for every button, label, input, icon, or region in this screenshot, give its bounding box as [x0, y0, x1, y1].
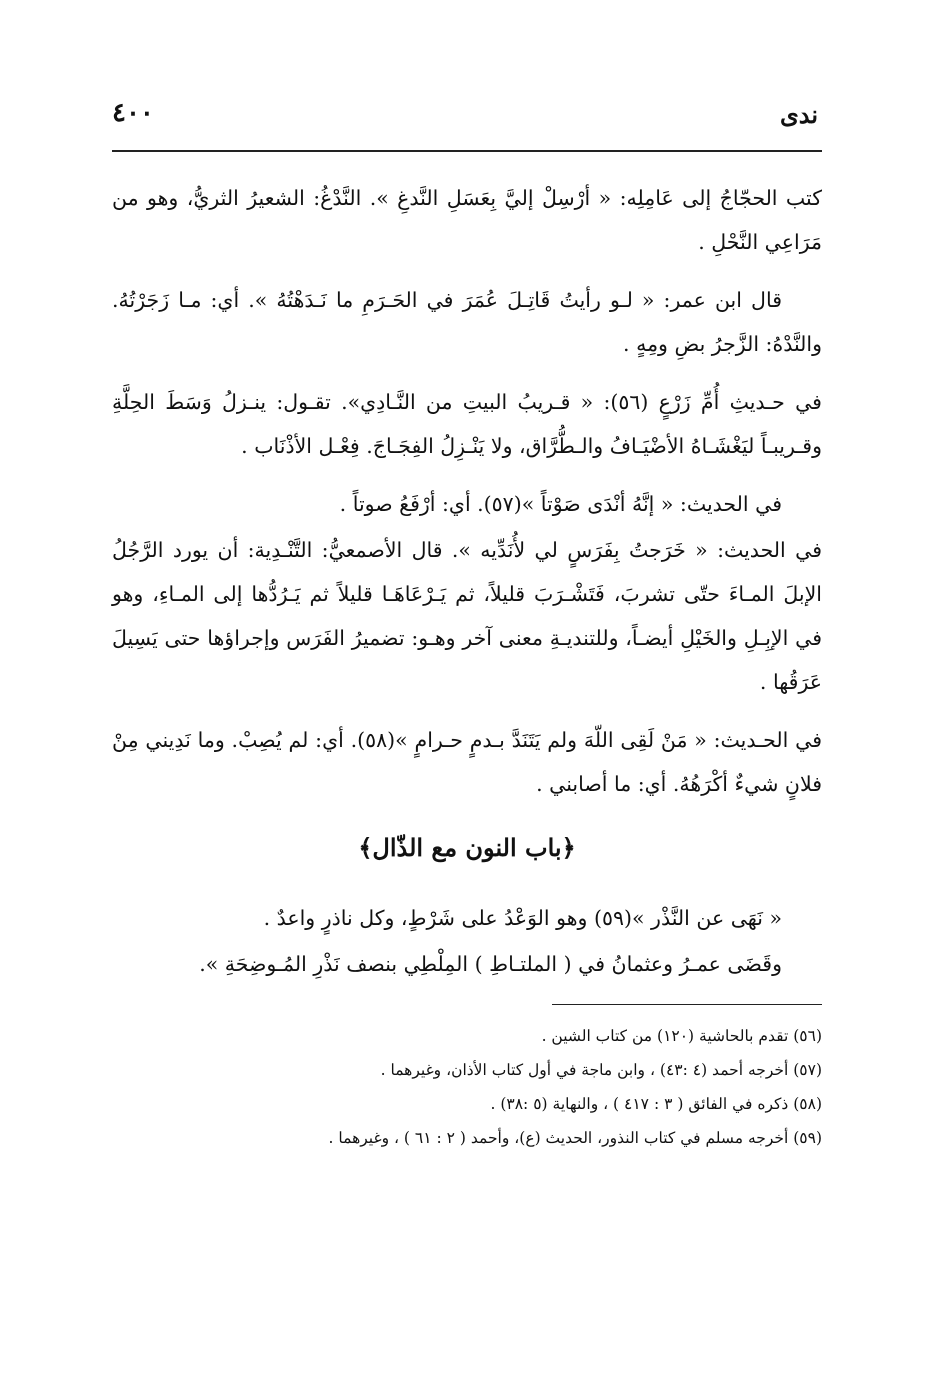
- header-word: ندى: [779, 100, 818, 129]
- paragraph-5: في الحديث: « خَرَجتُ بِفَرَسٍ لي لأُنَدِّيه ». قال الأصمعيُّ: التَّنْـدِية: أن يورد الرَّجُلُ الإبلَ المـاءَ حتّى تشربَ، فَتَشْـرَبَ قليلاً، ثم يَـرْعَاهَـا قليلاً ثم يَـرُدُّها إلى المـاءِ، وهو في الإبِـلِ والخَيْلِ أيضـاً، وللتنديـةِ معنى آخر وهـو: تضميرُ الفَرَس وإجراؤها حتى يَسِيلَ عَرَقُها .: [112, 538, 822, 694]
- section-paragraph-2: وقَضَى عمـرُ وعثمانُ في ( الملتـاطِ ) المِلْطِي بنصف نَذْرِ المُـوضِحَةِ ».: [199, 952, 782, 976]
- section-paragraph-1: « نَهَى عن النَّذْر »(٥٩) وهو الوَعْدُ على شَرْطٍ، وكل ناذرٍ واعدٌ .: [263, 906, 782, 930]
- footnotes: [112, 1019, 822, 1155]
- paragraph-4: في الحديث: « إنَّهُ أنْدَى صَوْتاً »(٥٧). أي: أرْفَعُ صوتاً .: [339, 492, 782, 516]
- footnote-58: (٥٨) ذكره في الفائق ( ٣ : ٤١٧ ) ، والنهاية (٥ :٣٨) .: [490, 1095, 822, 1113]
- footnote-59: (٥٩) أخرجه مسلم في كتاب النذور، الحديث (ع)، وأحمد ( ٢ : ٦١ ) ، وغيرهما .: [328, 1129, 822, 1147]
- book-page: [112, 92, 822, 1292]
- page-number: ٤٠٠: [112, 98, 154, 128]
- header-rule: [112, 150, 822, 152]
- footnote-56: (٥٦) تقدم بالحاشية (١٢٠) من كتاب الشين .: [541, 1027, 822, 1045]
- page-header: [112, 92, 822, 144]
- paragraph-6: في الحـديث: « مَنْ لَقِى اللّهَ ولم يَتَنَدَّ بـدمٍ حـرامٍ »(٥٨). أي: لم يُصِبْ. وما نَدِيني مِنْ فلانٍ شيءٌ أكْرَهُهُ. أي: ما أصابني .: [112, 728, 822, 796]
- paragraph-2: قال ابن عمر: « لـو رأيتُ قَاتِـلَ عُمَرَ في الحَـرَمِ ما نَـدَهْتُهُ ». أي: مـا زَجَرْتُهُ. والنَّدْهُ: الزَّجرُ بضِ ومِهٍ .: [112, 288, 822, 356]
- paragraph-1: كتب الحجّاجُ إلى عَامِلِه: « أرْسِلْ إليَّ بِعَسَلِ النَّدغِ ». النَّدْغُ: الشعيرُ الثريُّ، وهو من مَرَاعِي النَّحْلِ .: [112, 186, 822, 254]
- page-content: [112, 176, 822, 1155]
- footnote-57: (٥٧) أخرجه أحمد (٤ :٤٣) ، وابن ماجة في أول كتاب الأذان، وغيرهما .: [380, 1061, 822, 1079]
- section-title: ﴿باب النون مع الذّال﴾: [358, 833, 576, 862]
- footnote-rule: [552, 1004, 822, 1005]
- paragraph-3: في حـديثِ أُمِّ زَرْعٍ (٥٦): « قـريبُ البيتِ من النَّـادِي». تقـول: ينـزلُ وَسَطَ الحِلَّةِ وقـريبـاً ليَغْشَـاهُ الأضْيَـافُ والـطُّرَّاق، ولا يَنْـزِلُ الفِجَـاجَ. فِعْـل الأذْنَاب .: [112, 390, 822, 458]
